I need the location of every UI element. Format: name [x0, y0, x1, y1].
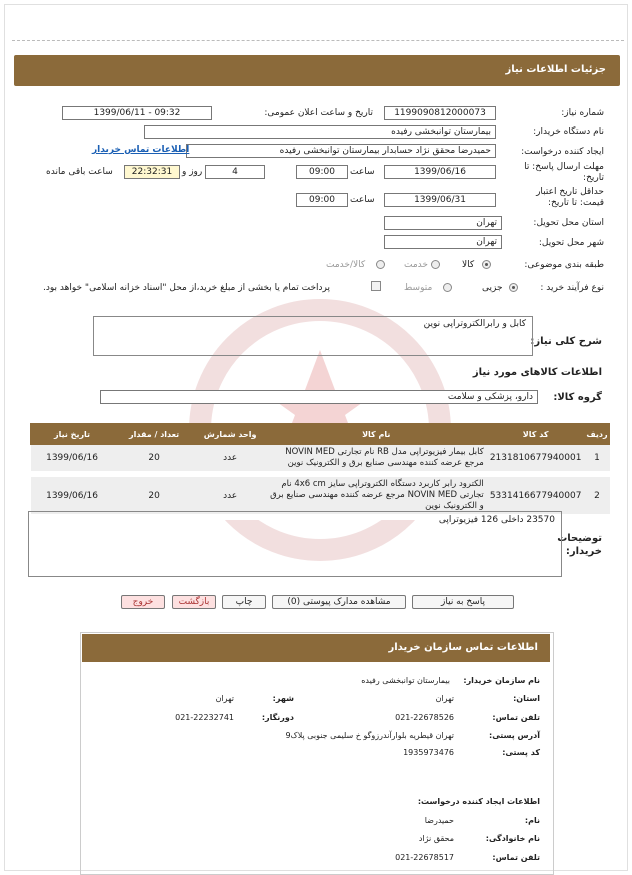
- validity-label: حداقل تاریخ اعتبار قیمت: تا تاریخ:: [536, 187, 604, 208]
- category-radio-service[interactable]: [431, 260, 440, 269]
- days-field[interactable]: 4: [205, 165, 265, 179]
- province-field[interactable]: تهران: [384, 216, 502, 230]
- page-header: [14, 55, 620, 86]
- category-label: طبقه بندی موضوعی:: [524, 260, 604, 270]
- table-row[interactable]: [31, 445, 610, 475]
- buyer-label: نام دستگاه خریدار:: [533, 127, 604, 137]
- goods-section-title: اطلاعات کالاهای مورد نیاز: [472, 367, 602, 378]
- purchase-radio-minor[interactable]: [509, 283, 518, 292]
- goods-table: [30, 423, 610, 520]
- city-card-value: تهران: [215, 694, 234, 703]
- col-header-index: ردیف: [584, 424, 609, 445]
- cell-name: الکترود رابر کاربرد دستگاه الکتروتراپی سایز 4x6 cm نام تجارتی NOVIN MED مرجع عرضه کننده مهندسی صنایع برق و الکترونیک نوین: [266, 474, 487, 517]
- address-label: آدرس پستی:: [489, 731, 540, 740]
- reply-time-label: ساعت: [350, 167, 375, 177]
- col-header-code: کد کالا: [487, 424, 585, 445]
- contact-card-header: [82, 634, 550, 662]
- creator-field[interactable]: حمیدرضا محقق نژاد حسابدار بیمارستان توانبخشی رفیده: [186, 144, 496, 158]
- creator-family-label: نام خانوادگی:: [485, 834, 540, 843]
- purchase-type-label: نوع فرآیند خرید :: [540, 283, 604, 293]
- phone-label: تلفن تماس:: [492, 713, 540, 722]
- postal-value: 1935973476: [403, 748, 454, 757]
- creator-label: ایجاد کننده درخواست:: [521, 147, 604, 157]
- creator-name-label: نام:: [524, 816, 540, 825]
- need-number-label: شماره نیاز:: [561, 108, 604, 118]
- description-label: شرح کلی نیاز:: [530, 336, 602, 347]
- col-header-qty: تعداد / مقدار: [114, 424, 195, 445]
- city-card-label: شهر:: [272, 694, 294, 703]
- contact-info-link[interactable]: اطلاعات تماس خریدار: [92, 145, 190, 155]
- reply-date-field[interactable]: 1399/06/16: [384, 165, 496, 179]
- category-option-service: خدمت: [404, 260, 428, 270]
- fax-value: 021-22232741: [175, 713, 234, 722]
- days-label: روز و: [182, 167, 203, 177]
- reply-time-field[interactable]: 09:00: [296, 165, 348, 179]
- cell-index: 2: [584, 474, 609, 517]
- print-button[interactable]: چاپ: [222, 595, 266, 609]
- address-value: تهران قیطریه بلوارآندرزوگو خ سلیمی جنوبی پلاک9: [285, 731, 454, 740]
- cell-qty: 20: [114, 445, 195, 475]
- goods-group-field[interactable]: دارو، پزشکی و سلامت: [100, 390, 538, 404]
- purchase-radio-medium[interactable]: [443, 283, 452, 292]
- cell-code: 5331416677940007: [487, 474, 585, 517]
- remaining-time-field: 22:32:31: [124, 165, 180, 179]
- reply-button[interactable]: پاسخ به نیاز: [412, 595, 514, 609]
- cell-unit: عدد: [195, 445, 266, 475]
- description-box[interactable]: [93, 316, 533, 356]
- col-header-name: نام کالا: [266, 424, 487, 445]
- city-label: شهر محل تحویل:: [538, 238, 604, 248]
- org-value: بیمارستان توانبخشی رفیده: [361, 676, 450, 685]
- col-header-date: تاریخ نیاز: [31, 424, 114, 445]
- province-card-value: تهران: [435, 694, 454, 703]
- creator-section-title: اطلاعات ایجاد کننده درخواست:: [417, 797, 540, 806]
- creator-name-value: حمیدرضا: [424, 816, 454, 825]
- province-card-label: استان:: [513, 694, 540, 703]
- category-radio-both[interactable]: [376, 260, 385, 269]
- goods-group-label: گروه کالا:: [553, 392, 602, 403]
- purchase-option-medium: متوسط: [404, 283, 433, 293]
- cell-qty: 20: [114, 474, 195, 517]
- cell-date: 1399/06/16: [31, 474, 114, 517]
- contact-card-title: اطلاعات تماس سازمان خریدار: [388, 642, 538, 653]
- cell-code: 2131810677940001: [487, 445, 585, 475]
- validity-date-field[interactable]: 1399/06/31: [384, 193, 496, 207]
- purchase-option-minor: جزیی: [482, 283, 503, 293]
- col-header-unit: واحد شمارش: [195, 424, 266, 445]
- org-label: نام سازمان خریدار:: [463, 676, 540, 685]
- buyer-notes-text: 23570 داخلی 126 فیزیوتراپی: [438, 515, 555, 525]
- buyer-notes-label: توضیحات خریدار:: [557, 533, 602, 557]
- attachments-button[interactable]: مشاهده مدارک پیوستی (0): [272, 595, 406, 609]
- cell-unit: عدد: [195, 474, 266, 517]
- cell-name: کابل بیمار فیزیوتراپی مدل RB نام تجارتی NOVIN MED مرجع عرضه کننده مهندسی صنایع برق و الکترونیک نوین: [266, 445, 487, 475]
- validity-time-field[interactable]: 09:00: [296, 193, 348, 207]
- divider: [12, 40, 624, 41]
- table-header-row: [31, 424, 610, 445]
- postal-label: کد پستی:: [502, 748, 540, 757]
- buyer-field[interactable]: بیمارستان توانبخشی رفیده: [144, 125, 496, 139]
- category-option-both: کالا/خدمت: [326, 260, 366, 270]
- category-option-goods: کالا: [462, 260, 475, 270]
- validity-time-label: ساعت: [350, 195, 375, 205]
- need-number-field[interactable]: 1199090812000073: [384, 106, 496, 120]
- page-title: جزئیات اطلاعات نیاز: [505, 64, 606, 75]
- phone-value: 021-22678526: [395, 713, 454, 722]
- reply-deadline-label: مهلت ارسال پاسخ: تا تاریخ:: [524, 162, 604, 183]
- province-label: استان محل تحویل:: [533, 218, 604, 228]
- city-field[interactable]: تهران: [384, 235, 502, 249]
- description-text: کابل و رابرالکتروتراپی نوین: [423, 319, 526, 329]
- fax-label: دورنگار:: [261, 713, 294, 722]
- treasury-checkbox[interactable]: [371, 281, 381, 291]
- announce-field[interactable]: 1399/06/11 - 09:32: [62, 106, 212, 120]
- contact-card: [80, 632, 554, 875]
- creator-phone-label: تلفن تماس:: [492, 853, 540, 862]
- cell-index: 1: [584, 445, 609, 475]
- remaining-label: ساعت باقی مانده: [46, 167, 113, 177]
- creator-family-value: محقق نژاد: [418, 834, 454, 843]
- announce-label: تاریخ و ساعت اعلان عمومی:: [264, 108, 373, 118]
- category-radio-goods[interactable]: [482, 260, 491, 269]
- exit-button[interactable]: خروج: [121, 595, 165, 609]
- payment-note: پرداخت تمام یا بخشی از مبلغ خرید،از محل "اسناد خزانه اسلامی" خواهد بود.: [43, 283, 331, 293]
- cell-date: 1399/06/16: [31, 445, 114, 475]
- creator-phone-value: 021-22678517: [395, 853, 454, 862]
- back-button[interactable]: بازگشت: [172, 595, 216, 609]
- buyer-notes-box[interactable]: [28, 511, 562, 577]
